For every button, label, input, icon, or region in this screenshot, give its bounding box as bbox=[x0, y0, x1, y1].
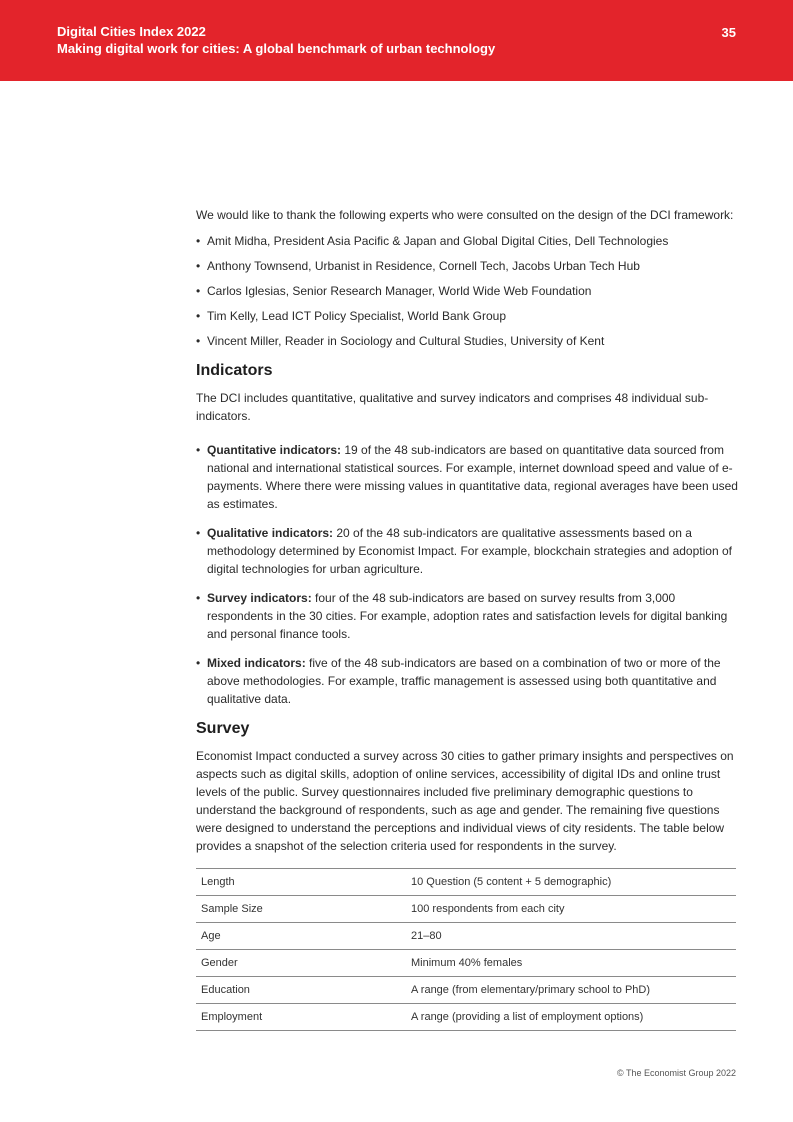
copyright-footer: © The Economist Group 2022 bbox=[616, 1068, 736, 1078]
criteria-value: Minimum 40% females bbox=[406, 950, 736, 977]
indicator-text: four of the 48 sub-indicators are based on survey results from 3,000 respondents in the 30 cities. For example, adoption rates and satisfaction levels for digital banking and personal finance tools. bbox=[207, 591, 728, 641]
indicator-label: Quantitative indicators: bbox=[207, 443, 342, 457]
indicator-label: Survey indicators: bbox=[207, 591, 312, 605]
indicator-item-qualitative bbox=[196, 524, 741, 578]
expert-item: • Tim Kelly, Lead ICT Policy Specialist, World Bank Group bbox=[196, 307, 741, 325]
document-subtitle: Making digital work for cities: A global benchmark of urban technology bbox=[57, 41, 496, 56]
indicator-item-quantitative bbox=[196, 441, 741, 513]
page-number: 35 bbox=[721, 25, 736, 40]
document-title: Digital Cities Index 2022 bbox=[57, 24, 206, 39]
page-header bbox=[0, 0, 793, 81]
expert-item: • Amit Midha, President Asia Pacific & Japan and Global Digital Cities, Dell Technologies bbox=[196, 232, 741, 250]
expert-item: • Vincent Miller, Reader in Sociology and Cultural Studies, University of Kent bbox=[196, 332, 741, 350]
criteria-label: Sample Size bbox=[196, 896, 406, 923]
criteria-label: Education bbox=[196, 977, 406, 1004]
expert-item: • Carlos Iglesias, Senior Research Manager, World Wide Web Foundation bbox=[196, 282, 741, 300]
indicator-label: Mixed indicators: bbox=[207, 656, 306, 670]
table-row bbox=[196, 869, 736, 896]
survey-text: Economist Impact conducted a survey across 30 cities to gather primary insights and perspectives on aspects such as digital skills, adoption of online services, accessibility of digital IDs and online trust levels of the public. Survey questionnaires included five preliminary demographic questions to understand the background of respondents, such as age and gender. The remaining five questions were designed to understand the perceptions and individual views of city residents. The table below provides a snapshot of the selection criteria used for respondents in the survey. bbox=[196, 749, 734, 853]
indicators-list bbox=[196, 441, 741, 708]
table-row bbox=[196, 923, 736, 950]
survey-criteria-table bbox=[196, 868, 736, 1031]
criteria-value: A range (from elementary/primary school to PhD) bbox=[406, 977, 736, 1004]
indicator-item-mixed bbox=[196, 654, 741, 708]
indicator-item-survey bbox=[196, 589, 741, 643]
indicator-text: 19 of the 48 sub-indicators are based on quantitative data sourced from national and international statistical sources. For example, internet download speed and value of e-payments. Where there were missing values in quantitative data, regional averages have been used as estimates. bbox=[207, 443, 738, 511]
table-row bbox=[196, 896, 736, 923]
criteria-label: Gender bbox=[196, 950, 406, 977]
experts-list bbox=[196, 232, 741, 350]
criteria-value: 100 respondents from each city bbox=[406, 896, 736, 923]
main-content bbox=[196, 206, 741, 1031]
criteria-label: Employment bbox=[196, 1004, 406, 1031]
criteria-label: Length bbox=[196, 869, 406, 896]
criteria-label: Age bbox=[196, 923, 406, 950]
expert-item: • Anthony Townsend, Urbanist in Residence, Cornell Tech, Jacobs Urban Tech Hub bbox=[196, 257, 741, 275]
indicator-text: 20 of the 48 sub-indicators are qualitative assessments based on a methodology determined by Economist Impact. For example, blockchain strategies and adoption of digital technologies for urban agriculture. bbox=[207, 526, 732, 576]
criteria-value: 10 Question (5 content + 5 demographic) bbox=[406, 869, 736, 896]
survey-heading: Survey bbox=[196, 720, 250, 737]
table-row bbox=[196, 977, 736, 1004]
table-row bbox=[196, 1004, 736, 1031]
criteria-value: A range (providing a list of employment options) bbox=[406, 1004, 736, 1031]
acknowledgement-intro: We would like to thank the following experts who were consulted on the design of the DCI framework: bbox=[196, 208, 734, 222]
indicator-label: Qualitative indicators: bbox=[207, 526, 334, 540]
table-row bbox=[196, 950, 736, 977]
criteria-value: 21–80 bbox=[406, 923, 736, 950]
indicator-text: five of the 48 sub-indicators are based on a combination of two or more of the above methodologies. For example, traffic management is assessed using both quantitative and qualitative data. bbox=[207, 656, 721, 706]
indicators-heading: Indicators bbox=[196, 362, 273, 379]
indicators-text: The DCI includes quantitative, qualitative and survey indicators and comprises 48 individual sub-indicators. bbox=[196, 391, 709, 423]
